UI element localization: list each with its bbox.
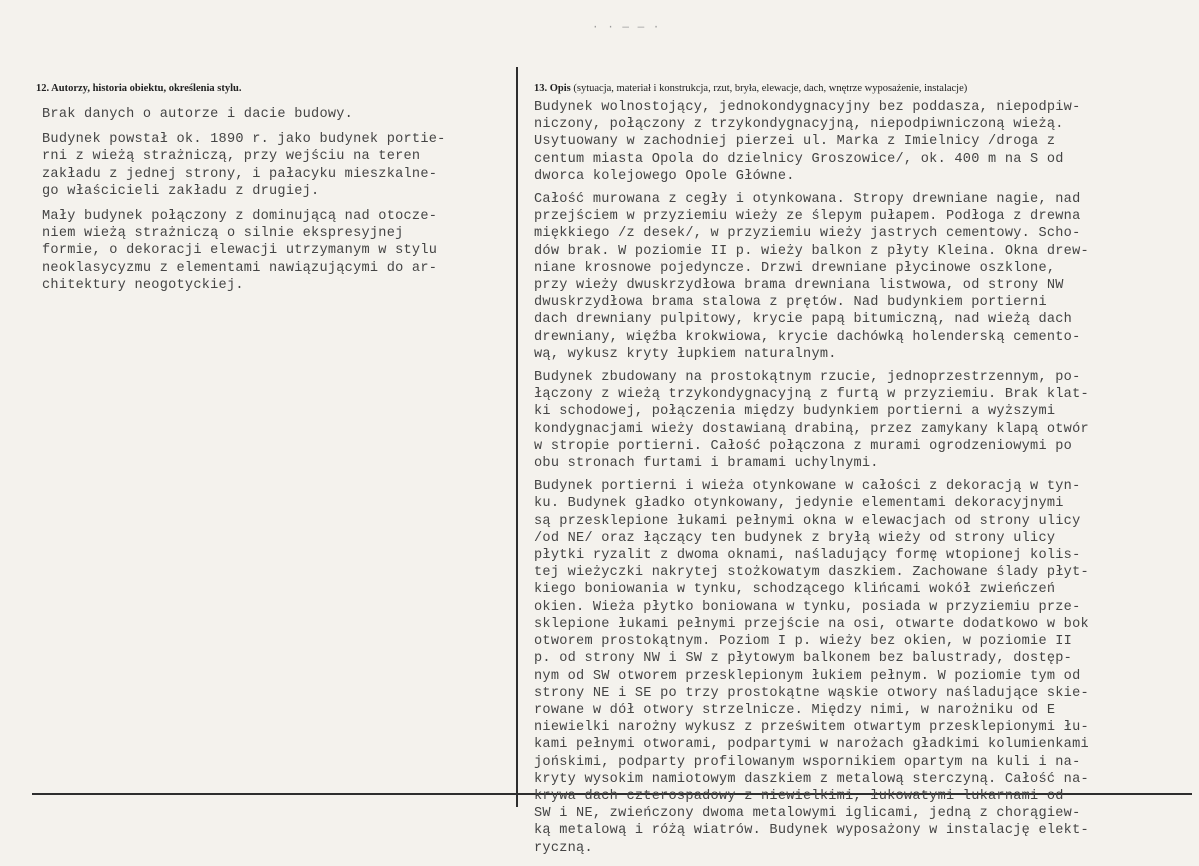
column-divider — [516, 67, 518, 807]
text-line: płytki ryzalit z dwoma oknami, naśladujący formę wtopionej kolis- — [534, 548, 1081, 564]
text-line: rowane w dół otwory strzelnicze. Między nimi, w narożniku od E — [534, 702, 1056, 718]
text-line: niczony, połączony z trzykondygnacyjną, niepodpiwniczoną wieżą. — [534, 117, 1064, 133]
section-12-text — [42, 106, 512, 294]
paragraph — [534, 191, 1194, 363]
text-line: /od NE/ oraz łączący ten budynek z bryłą wieży od strony ulicy — [534, 530, 1056, 546]
paragraph — [534, 369, 1194, 472]
paragraph — [534, 478, 1194, 856]
text-line: łączony z wieżą trzykondygnacyjną z furtą w przyziemiu. Brak klat- — [534, 387, 1089, 403]
text-line: ku. Budynek gładko otynkowany, jedynie elementami dekoracyjnymi — [534, 496, 1064, 512]
text-line: krywa dach czterospadowy z niewielkimi, łukowatymi lukarnami od — [534, 788, 1064, 804]
text-line: dach drewniany pulpitowy, krycie papą bitumiczną, nad wieżą dach — [534, 312, 1073, 328]
paragraph-gap — [42, 123, 512, 131]
text-line: Budynek portierni i wieża otynkowane w całości z dekoracją w tyn- — [534, 479, 1081, 495]
text-line: Całość murowana z cegły i otynkowana. Stropy drewniane nagie, nad — [534, 192, 1081, 208]
paragraph — [42, 208, 512, 294]
text-line: kami pełnymi otworami, podpartymi w narożach gładkimi kolumienkami — [534, 737, 1089, 753]
text-line: przy wieży dwuskrzydłowa brama drewniana listwowa, od strony NW — [534, 278, 1064, 294]
text-line: tej wieżyczki nakrytej stożkowatym daszkiem. Zachowane ślady płyt- — [534, 565, 1089, 581]
text-line: przejściem w przyziemiu wieży ze ślepym pułapem. Podłoga z drewna — [534, 209, 1081, 225]
text-line: obu stronach furtami i bramami uchylnymi. — [534, 456, 879, 472]
text-line: rni z wieżą strażniczą, przy wejściu na teren — [42, 149, 421, 165]
paragraph — [42, 106, 512, 123]
text-line: dworca kolejowego Opole Główne. — [534, 168, 795, 184]
section-13-heading-subtitle: (sytuacja, materiał i konstrukcja, rzut, bryła, elewacje, dach, wnętrze wyposażenie, instalacje) — [573, 83, 968, 94]
text-line: niewielki narożny wykusz z prześwitem otwartym przesklepionymi łu- — [534, 720, 1089, 736]
text-line: kondygnacjami wieży dostawianą drabiną, przez zamykany klapą otwór — [534, 421, 1089, 437]
paragraph — [42, 131, 512, 200]
text-line: w stropie portierni. Całość połączona z murami ogrodzeniowymi po — [534, 438, 1073, 454]
text-line: nym od SW otworem przesklepionym łukiem pełnym. W poziomie tym od — [534, 668, 1081, 684]
text-line: neoklasycyzmu z elementami nawiązującymi do ar- — [42, 260, 438, 276]
text-line: sklepione łukami pełnymi przejście na osi, otwarte dodatkowo w bok — [534, 616, 1089, 632]
text-line: kiego boniowania w tynku, schodzącego klińcami wokół zwieńczeń — [534, 582, 1056, 598]
text-line: Mały budynek połączony z dominującą nad otocze- — [42, 209, 438, 225]
text-line: dwuskrzydłowa brama stalowa z prętów. Nad budynkiem portierni — [534, 295, 1047, 311]
text-line: niane krosnowe pojedyncze. Drzwi drewniane płycinowe oszklone, — [534, 260, 1056, 276]
text-line: formie, o dekoracji elewacji utrzymanym w stylu — [42, 243, 438, 259]
section-13-heading-text: 13. Opis — [534, 83, 571, 94]
text-line: dów brak. W poziomie II p. wieży balkon z płyty Kleina. Okna drew- — [534, 243, 1089, 259]
text-line: p. od strony NW i SW z płytowym balkonem bez balustrady, dostęp- — [534, 651, 1073, 667]
text-line: niem wieżą strażniczą o silnie ekspresyjnej — [42, 226, 404, 242]
section-13-text — [534, 99, 1194, 857]
text-line: jońskimi, podparty profilowanym wspornikiem opartym na kuli i na- — [534, 754, 1081, 770]
text-line: Budynek powstał ok. 1890 r. jako budynek portie- — [42, 132, 446, 148]
text-line: kryty wysokim namiotowym daszkiem z metalową sterczyną. Całość na- — [534, 771, 1089, 787]
paragraph — [534, 99, 1194, 185]
section-12-heading — [36, 83, 241, 94]
text-line: okien. Wieża płytko boniowana w tynku, posiada w przyziemiu prze- — [534, 599, 1081, 615]
top-stamp-mark: · · — — · — [592, 22, 661, 34]
paragraph-gap — [42, 200, 512, 208]
text-line: Usytuowany w zachodniej pierzei ul. Marka z Imielnicy /droga z — [534, 134, 1056, 150]
text-line: ką metalową i różą wiatrów. Budynek wyposażony w instalację elekt- — [534, 823, 1089, 839]
text-line: Brak danych o autorze i dacie budowy. — [42, 107, 354, 122]
text-line: Budynek zbudowany na prostokątnym rzucie, jednoprzestrzennym, po- — [534, 370, 1081, 386]
text-line: Budynek wolnostojący, jednokondygnacyjny bez poddasza, niepodpiw- — [534, 100, 1081, 115]
text-line: go właścicieli zakładu z drugiej. — [42, 183, 320, 199]
text-line: chitektury neogotyckiej. — [42, 277, 244, 293]
section-12-heading-text: 12. Autorzy, historia obiektu, określenia stylu. — [36, 83, 242, 94]
text-line: ki schodowej, połączenia między budynkiem portierni a wyższymi — [534, 404, 1056, 420]
text-line: ryczną. — [534, 840, 593, 856]
text-line: miękkiego /z desek/, w przyziemiu wieży jastrych cementowy. Scho- — [534, 226, 1081, 242]
text-line: strony NE i SE po trzy prostokątne wąskie otwory naśladujące skie- — [534, 685, 1089, 701]
text-line: drewniany, więźba krokwiowa, krycie dachówką holenderską cemento- — [534, 329, 1081, 345]
text-line: zakładu z jednej strony, i pałacyku mieszkalne- — [42, 166, 438, 182]
text-line: centum miasta Opola do dzielnicy Groszowice/, ok. 400 m na S od — [534, 151, 1064, 167]
section-13-heading — [534, 83, 967, 94]
text-line: wą, wykusz kryty łupkiem naturalnym. — [534, 346, 837, 362]
text-line: otworem prostokątnym. Poziom I p. wieży bez okien, w poziomie II — [534, 634, 1073, 650]
text-line: są przesklepione łukami pełnymi okna w elewacjach od strony ulicy — [534, 513, 1081, 529]
text-line: SW i NE, zwieńczony dwoma metalowymi iglicami, jedną z chorągiew- — [534, 806, 1081, 822]
